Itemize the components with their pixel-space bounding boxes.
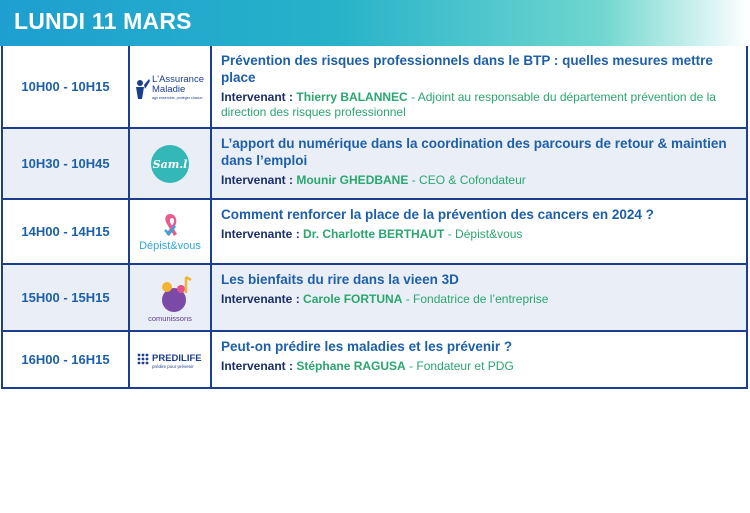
svg-text:L'Assurance: L'Assurance	[152, 73, 204, 85]
header-banner	[0, 0, 750, 46]
speaker-name: Mounir GHEDBANE	[296, 173, 409, 187]
speaker-label: Intervenante :	[221, 292, 300, 306]
logo-cell	[130, 200, 212, 263]
schedule-table	[1, 46, 748, 389]
logo-cell	[130, 332, 212, 387]
session-speaker	[221, 227, 738, 242]
svg-text:agir ensemble, protéger chacun: agir ensemble, protéger chacun	[152, 95, 203, 100]
session-content	[212, 265, 746, 330]
speaker-name: Thierry BALANNEC	[296, 90, 408, 104]
speaker-label: Intervenante :	[221, 227, 300, 241]
predilife-logo	[132, 345, 208, 375]
session-content	[212, 332, 746, 387]
session-time: 10H00 - 10H15	[3, 46, 130, 127]
table-row	[3, 46, 746, 129]
speaker-role: - Dépist&vous	[447, 227, 523, 241]
table-row	[3, 332, 746, 387]
logo-cell	[130, 265, 212, 330]
svg-text:comunissons: comunissons	[148, 313, 192, 323]
svg-text:Dépist&vous: Dépist&vous	[139, 239, 201, 252]
speaker-label: Intervenant :	[221, 90, 294, 104]
session-time: 14H00 - 14H15	[3, 200, 130, 263]
session-topic: L’apport du numérique dans la coordination des parcours de retour & maintien dans l’emploi	[221, 136, 727, 168]
table-row	[3, 200, 746, 265]
speaker-role: - Fondatrice de l’entreprise	[405, 292, 549, 306]
table-row	[3, 265, 746, 332]
speaker-label: Intervenant :	[221, 173, 294, 187]
assurance-maladie-logo	[133, 65, 207, 109]
session-topic: Prévention des risques professionnels dans le BTP : quelles mesures mettre place	[221, 53, 713, 85]
session-topic: Peut-on prédire les maladies et les prévenir ?	[221, 339, 513, 354]
speaker-label: Intervenant :	[221, 359, 294, 373]
session-speaker	[221, 292, 738, 307]
session-topic: Les bienfaits du rire dans la vieen 3D	[221, 272, 459, 287]
session-time: 16H00 - 16H15	[3, 332, 130, 387]
speaker-role: - Adjoint au responsable du département prévention de la direction des risques professionnel	[221, 90, 716, 119]
session-time: 10H30 - 10H45	[3, 129, 130, 198]
speaker-name: Carole FORTUNA	[303, 292, 403, 306]
speaker-name: Stéphane RAGUSA	[296, 359, 406, 373]
session-speaker	[221, 173, 738, 188]
logo-cell	[130, 129, 212, 198]
session-content	[212, 46, 746, 127]
comunissons-logo	[140, 271, 200, 325]
speaker-name: Dr. Charlotte BERTHAUT	[303, 227, 445, 241]
session-content	[212, 200, 746, 263]
speaker-role: - CEO & Cofondateur	[411, 173, 526, 187]
speaker-role: - Fondateur et PDG	[409, 359, 514, 373]
table-row	[3, 129, 746, 200]
svg-text:PREDILIFE: PREDILIFE	[152, 352, 202, 364]
page-title: LUNDI 11 MARS	[14, 8, 192, 34]
session-time: 15H00 - 15H15	[3, 265, 130, 330]
session-topic: Comment renforcer la place de la prévention des cancers en 2024 ?	[221, 207, 654, 222]
svg-text:Sam.l: Sam.l	[152, 157, 188, 171]
depist-et-vous-logo	[131, 210, 209, 254]
svg-text:prédire pour prévenir: prédire pour prévenir	[152, 363, 194, 369]
session-speaker	[221, 359, 738, 374]
svg-text:Maladie: Maladie	[152, 83, 186, 95]
session-speaker	[221, 90, 738, 120]
session-content	[212, 129, 746, 198]
saml-logo	[148, 142, 192, 186]
logo-cell	[130, 46, 212, 127]
